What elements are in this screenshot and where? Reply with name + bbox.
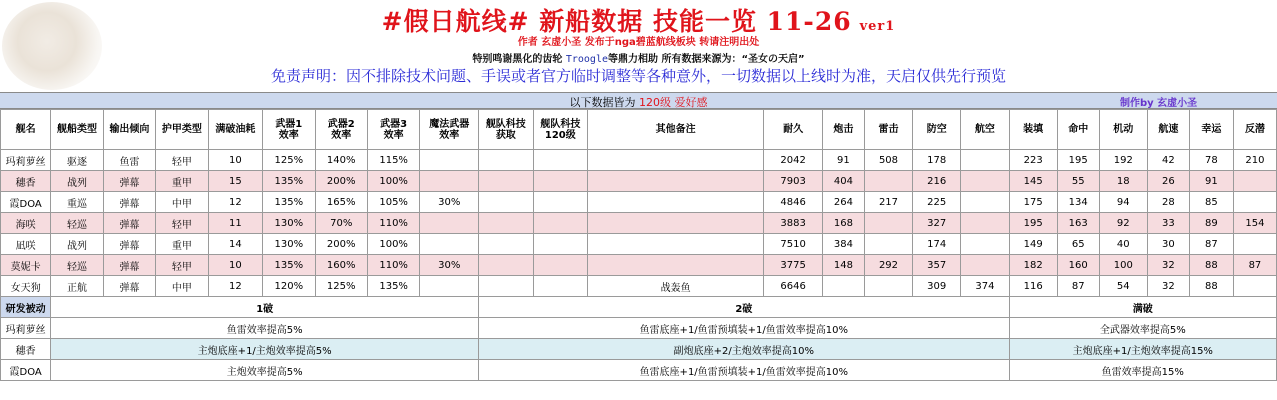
table-cell [961,213,1009,234]
table-cell: 中甲 [156,276,208,297]
table-cell: 135% [263,255,315,276]
table-cell: 战列 [51,234,103,255]
credit-label: 制作by 玄虚小圣 [1120,98,1198,109]
table-cell: 重巡 [51,192,103,213]
table-cell: 战轰鱼 [588,276,764,297]
ship-name-cell: 玛莉萝丝 [1,318,51,339]
table-cell: 130% [263,213,315,234]
table-cell [864,276,912,297]
table-cell [479,150,534,171]
table-cell: 85 [1189,192,1233,213]
table-cell: 4846 [764,192,823,213]
table-cell: 148 [822,255,864,276]
column-header: 命中 [1057,110,1099,150]
table-cell [533,234,588,255]
table-cell [1233,234,1276,255]
table-cell [533,255,588,276]
table-cell: 87 [1189,234,1233,255]
table-cell: 78 [1189,150,1233,171]
column-header: 其他备注 [588,110,764,150]
table-cell [420,150,479,171]
table-cell: 115% [367,150,419,171]
table-cell: 357 [913,255,961,276]
table-cell: 7903 [764,171,823,192]
table-cell: 10 [208,255,263,276]
table-cell: 正航 [51,276,103,297]
table-cell [479,276,534,297]
ship-name-cell: 莫妮卡 [1,255,51,276]
table-cell: 327 [913,213,961,234]
table-cell [1233,192,1276,213]
table-cell: 32 [1147,276,1189,297]
table-cell: 28 [1147,192,1189,213]
table-cell: 105% [367,192,419,213]
column-header: 航空 [961,110,1009,150]
table-row [1,213,1277,234]
table-cell [533,150,588,171]
skill-cell: 主炮效率提高5% [51,360,479,381]
table-cell: 11 [208,213,263,234]
table-cell: 140% [315,150,367,171]
table-cell: 弹幕 [103,234,155,255]
table-cell: 135% [367,276,419,297]
table-header-row [1,110,1277,150]
table-cell: 14 [208,234,263,255]
skill-cell: 副炮底座+2/主炮效率提高10% [479,339,1009,360]
table-cell: 12 [208,192,263,213]
table-cell [533,276,588,297]
table-cell: 鱼雷 [103,150,155,171]
table-cell: 223 [1009,150,1057,171]
table-row [1,192,1277,213]
table-cell: 160 [1057,255,1099,276]
skills-label: 研发被动 [1,297,51,318]
table-cell: 3883 [764,213,823,234]
skill-tier-header: 2破 [479,297,1009,318]
table-row [1,150,1277,171]
column-header: 输出倾向 [103,110,155,150]
column-header: 魔法武器 效率 [420,110,479,150]
column-header: 耐久 [764,110,823,150]
table-cell: 175 [1009,192,1057,213]
thanks-line: 特别鸣谢黑化的齿轮 Troogle等鼎力相助 所有数据来源为：“圣女の天启” [472,54,805,65]
table-cell: 216 [913,171,961,192]
column-header: 武器2 效率 [315,110,367,150]
table-cell: 160% [315,255,367,276]
table-cell: 87 [1233,255,1276,276]
table-cell: 195 [1009,213,1057,234]
table-cell: 508 [864,150,912,171]
table-cell [533,192,588,213]
table-row [1,171,1277,192]
ship-name-cell: 玛莉萝丝 [1,150,51,171]
table-cell [479,255,534,276]
ship-name-cell: 凪咲 [1,234,51,255]
column-header: 舰队科技 获取 [479,110,534,150]
table-cell: 弹幕 [103,276,155,297]
skill-row [1,339,1277,360]
table-cell: 178 [913,150,961,171]
column-header: 反潜 [1233,110,1276,150]
table-cell: 94 [1099,192,1147,213]
ship-name-cell: 霞DOA [1,360,51,381]
skill-row [1,360,1277,381]
table-cell: 182 [1009,255,1057,276]
table-cell [864,234,912,255]
table-cell: 中甲 [156,192,208,213]
table-cell: 125% [263,150,315,171]
page-header [0,0,1277,92]
column-header: 舰名 [1,110,51,150]
table-cell: 145 [1009,171,1057,192]
table-cell [588,150,764,171]
skill-cell: 鱼雷效率提高5% [51,318,479,339]
table-cell: 165% [315,192,367,213]
table-cell: 217 [864,192,912,213]
column-header: 护甲类型 [156,110,208,150]
table-cell: 42 [1147,150,1189,171]
table-cell: 轻甲 [156,213,208,234]
column-header: 满破油耗 [208,110,263,150]
table-cell: 100% [367,171,419,192]
column-header: 机动 [1099,110,1147,150]
table-cell [961,234,1009,255]
table-cell [479,192,534,213]
table-cell: 轻巡 [51,255,103,276]
table-cell: 384 [822,234,864,255]
table-cell: 174 [913,234,961,255]
level-note: 以下数据皆为 120级 爱好感 [569,96,708,109]
ship-name-cell: 霞DOA [1,192,51,213]
table-cell: 134 [1057,192,1099,213]
table-cell: 32 [1147,255,1189,276]
table-cell [533,171,588,192]
table-cell: 10 [208,150,263,171]
table-cell: 225 [913,192,961,213]
table-cell [479,234,534,255]
table-cell [1233,171,1276,192]
table-row [1,276,1277,297]
table-cell: 战列 [51,171,103,192]
table-cell: 87 [1057,276,1099,297]
ship-data-table [0,109,1277,381]
skill-cell: 鱼雷底座+1/鱼雷预填装+1/鱼雷效率提高10% [479,318,1009,339]
table-cell: 7510 [764,234,823,255]
table-cell: 70% [315,213,367,234]
disclaimer: 免责声明：因不排除技术问题、手误或者官方临时调整等各种意外，一切数据以上线时为准，天启仅供先行预览 [270,67,1006,85]
table-cell: 192 [1099,150,1147,171]
table-cell: 149 [1009,234,1057,255]
table-cell: 135% [263,192,315,213]
table-cell: 12 [208,276,263,297]
table-cell [961,192,1009,213]
table-cell: 弹幕 [103,255,155,276]
table-cell: 33 [1147,213,1189,234]
table-cell [588,171,764,192]
author-line: 作者 玄虚小圣 发布于nga碧蓝航线板块 转请注明出处 [517,37,760,48]
table-cell: 弹幕 [103,171,155,192]
table-cell [420,234,479,255]
skill-cell: 鱼雷底座+1/鱼雷预填装+1/鱼雷效率提高10% [479,360,1009,381]
column-header: 幸运 [1189,110,1233,150]
table-cell: 18 [1099,171,1147,192]
table-cell: 92 [1099,213,1147,234]
table-cell [420,171,479,192]
table-cell: 110% [367,213,419,234]
table-cell: 135% [263,171,315,192]
table-cell: 轻巡 [51,213,103,234]
table-cell: 116 [1009,276,1057,297]
table-cell: 200% [315,234,367,255]
table-cell: 195 [1057,150,1099,171]
table-cell: 100% [367,234,419,255]
table-cell [533,213,588,234]
column-header: 武器1 效率 [263,110,315,150]
table-cell: 30 [1147,234,1189,255]
table-cell [961,150,1009,171]
table-cell: 轻甲 [156,255,208,276]
column-header: 雷击 [864,110,912,150]
table-cell [479,171,534,192]
thanks-name: Troogle [565,54,608,65]
table-cell [588,192,764,213]
table-cell [420,213,479,234]
table-cell: 110% [367,255,419,276]
table-cell [961,255,1009,276]
table-cell: 100 [1099,255,1147,276]
table-cell [822,276,864,297]
table-cell: 168 [822,213,864,234]
table-cell [864,213,912,234]
table-cell: 88 [1189,255,1233,276]
table-cell: 6646 [764,276,823,297]
table-cell: 65 [1057,234,1099,255]
table-cell: 30% [420,255,479,276]
table-cell: 374 [961,276,1009,297]
skill-cell: 主炮底座+1/主炮效率提高5% [51,339,479,360]
info-bar [0,92,1277,109]
table-row [1,255,1277,276]
skill-tier-header: 满破 [1009,297,1276,318]
table-cell: 91 [1189,171,1233,192]
table-cell: 弹幕 [103,192,155,213]
table-cell: 15 [208,171,263,192]
table-cell [864,171,912,192]
table-cell [588,213,764,234]
table-cell [420,276,479,297]
table-cell [961,171,1009,192]
column-header: 武器3 效率 [367,110,419,150]
table-cell: 3775 [764,255,823,276]
table-cell: 264 [822,192,864,213]
table-cell [1233,276,1276,297]
table-row [1,234,1277,255]
ship-name-cell: 海咲 [1,213,51,234]
table-cell: 重甲 [156,171,208,192]
table-cell: 309 [913,276,961,297]
skill-row [1,318,1277,339]
column-header: 航速 [1147,110,1189,150]
table-cell: 55 [1057,171,1099,192]
table-cell: 88 [1189,276,1233,297]
skill-cell: 全武器效率提高5% [1009,318,1276,339]
table-cell: 154 [1233,213,1276,234]
version-label: ver1 [859,19,896,34]
ship-name-cell: 女天狗 [1,276,51,297]
column-header: 舰船类型 [51,110,103,150]
skill-cell: 主炮底座+1/主炮效率提高15% [1009,339,1276,360]
table-cell: 40 [1099,234,1147,255]
table-cell: 125% [315,276,367,297]
table-cell: 54 [1099,276,1147,297]
table-cell: 89 [1189,213,1233,234]
ship-name-cell: 穗香 [1,171,51,192]
table-cell: 91 [822,150,864,171]
skill-tier-header: 1破 [51,297,479,318]
page-title: #假日航线# 新船数据 技能一览 11-26 ver1 [381,7,896,36]
table-cell: 重甲 [156,234,208,255]
table-cell: 130% [263,234,315,255]
table-cell: 2042 [764,150,823,171]
table-cell: 驱逐 [51,150,103,171]
column-header: 炮击 [822,110,864,150]
column-header: 装填 [1009,110,1057,150]
column-header: 舰队科技 120级 [533,110,588,150]
table-cell: 210 [1233,150,1276,171]
column-header: 防空 [913,110,961,150]
table-cell: 163 [1057,213,1099,234]
table-cell: 30% [420,192,479,213]
ship-name-cell: 穗香 [1,339,51,360]
table-cell [479,213,534,234]
skill-cell: 鱼雷效率提高15% [1009,360,1276,381]
table-cell: 120% [263,276,315,297]
table-cell: 200% [315,171,367,192]
table-cell: 404 [822,171,864,192]
skills-header-row [1,297,1277,318]
table-cell: 弹幕 [103,213,155,234]
table-cell: 轻甲 [156,150,208,171]
table-cell [588,255,764,276]
table-cell [588,234,764,255]
table-cell: 26 [1147,171,1189,192]
table-cell: 292 [864,255,912,276]
